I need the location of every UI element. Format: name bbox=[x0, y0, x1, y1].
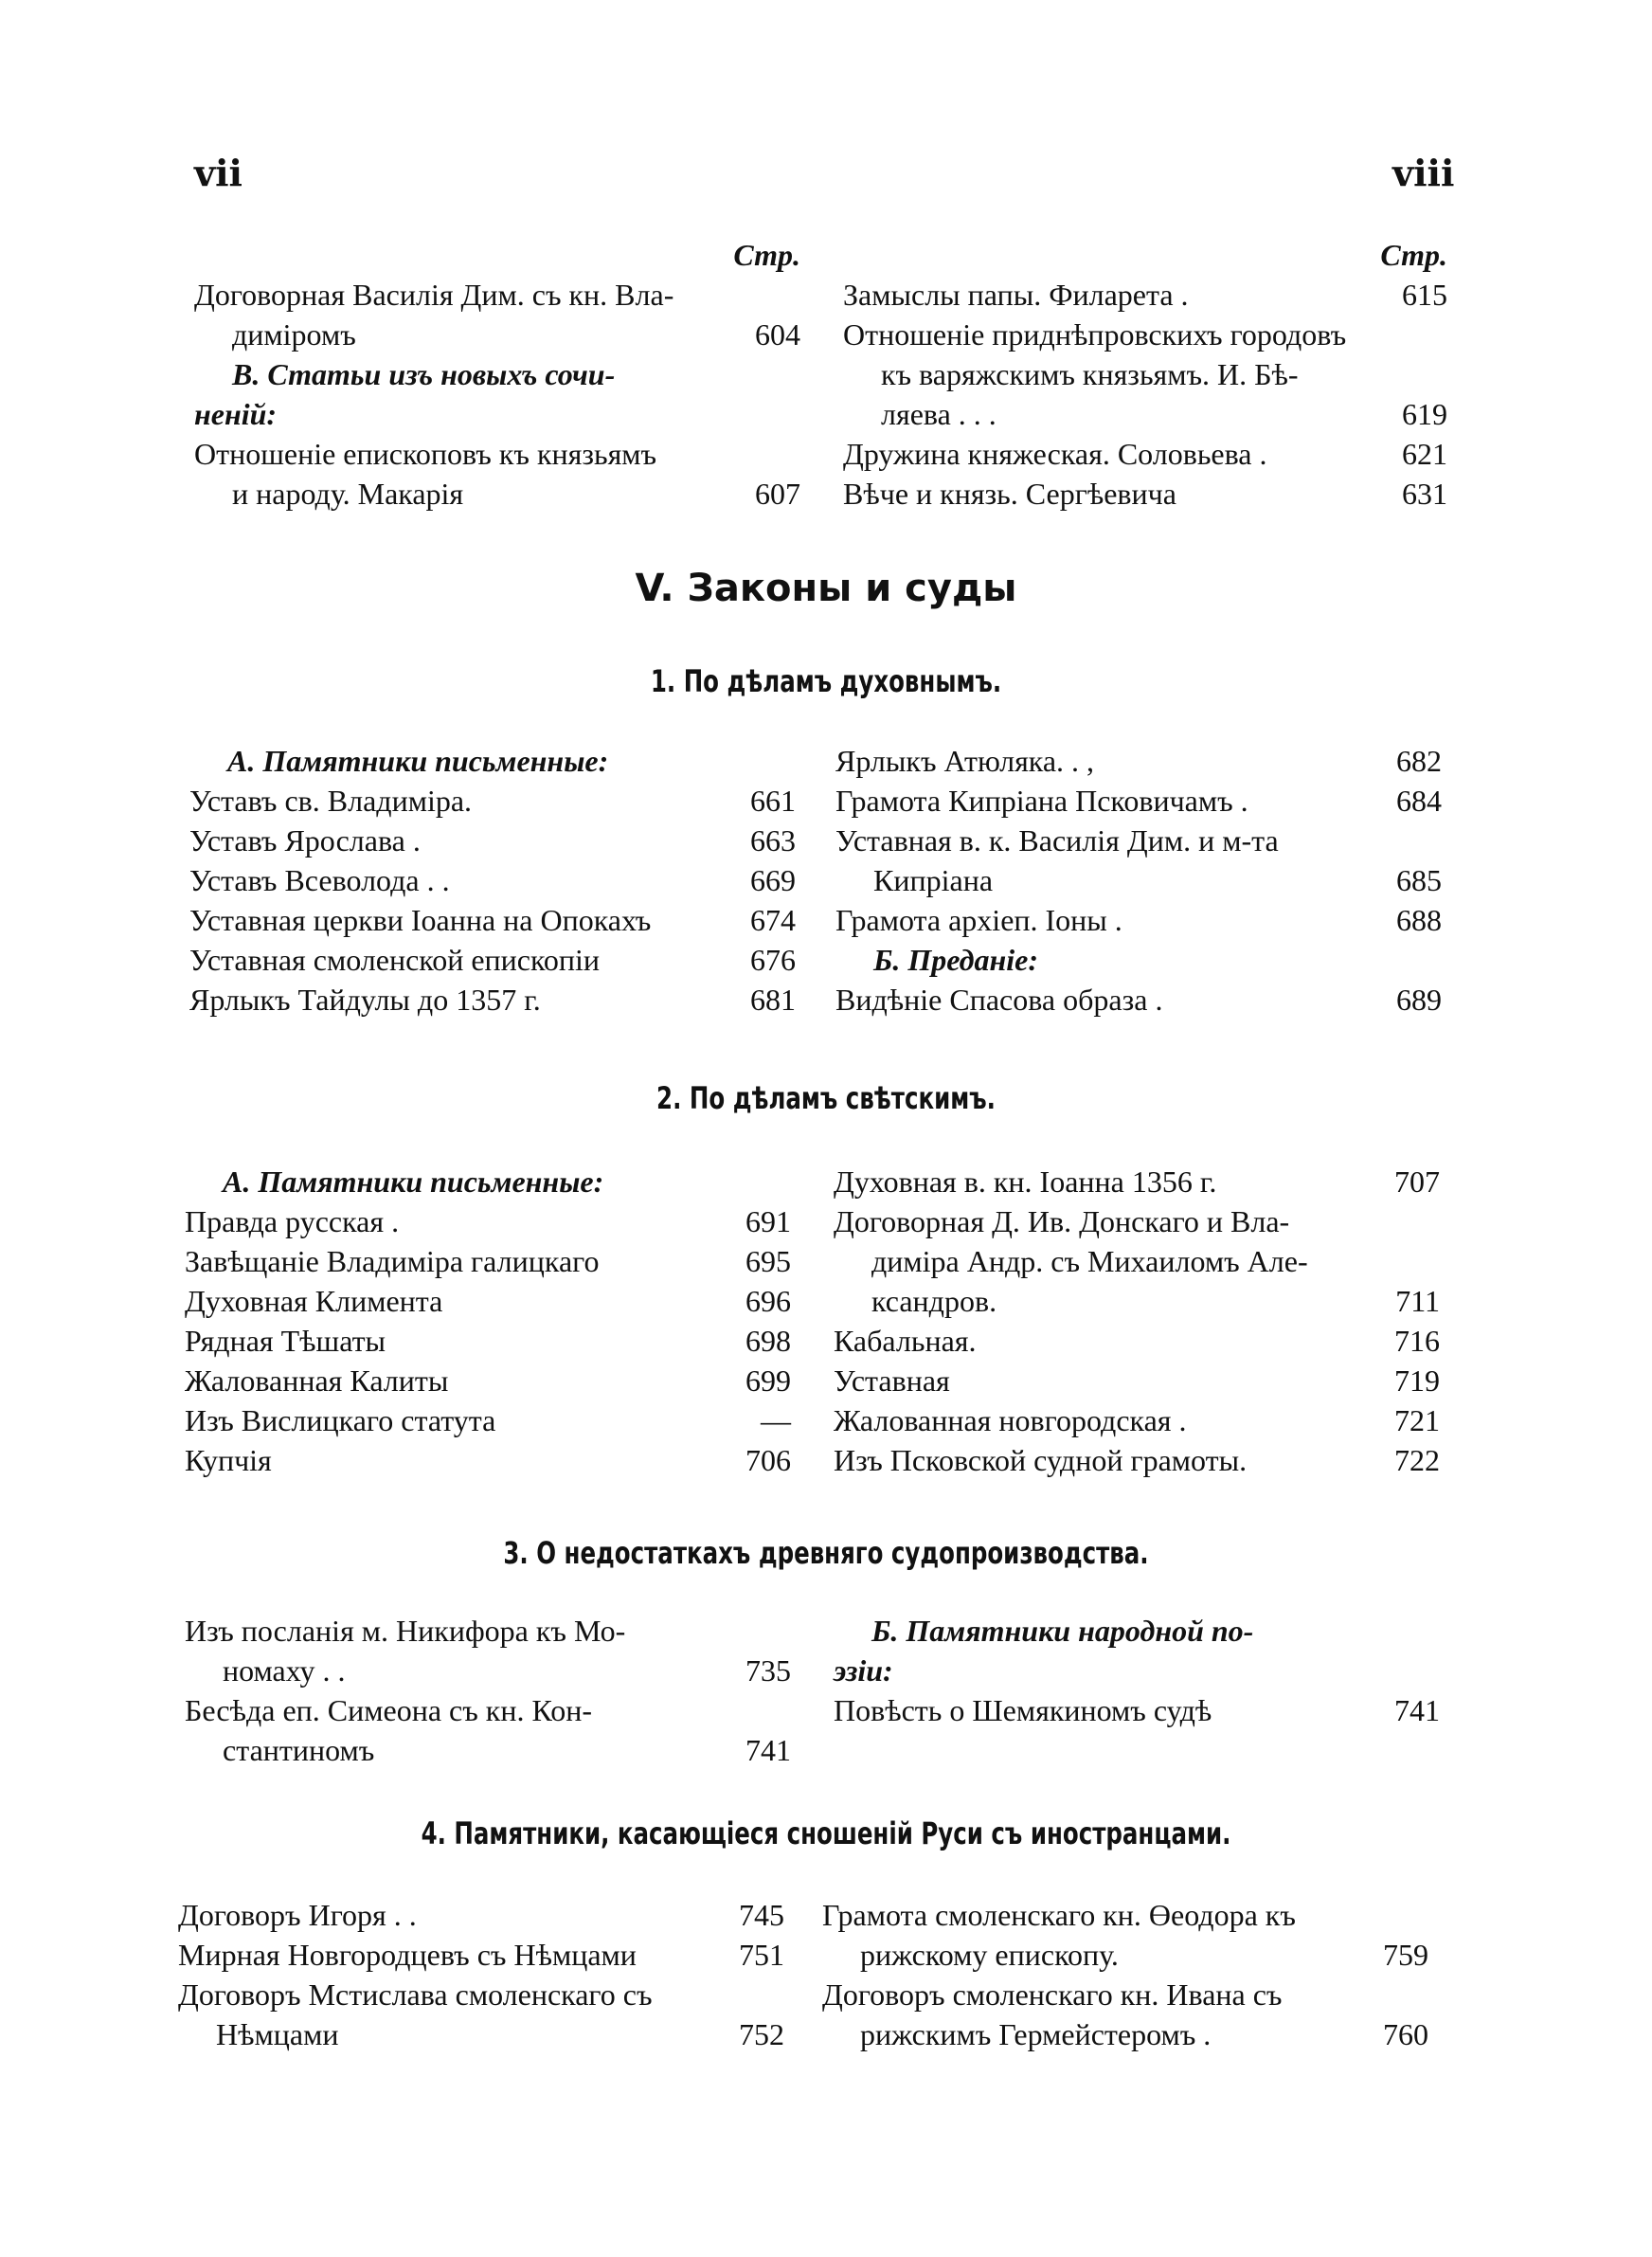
right-page-number: viii bbox=[1392, 152, 1455, 194]
entry-title: Кабальная. bbox=[834, 1324, 977, 1358]
entry-title: рижскимъ Гермейстеромъ . bbox=[860, 2017, 1212, 2051]
entry-title: Уставная bbox=[834, 1363, 950, 1398]
entry-title: Повѣсть о Шемякиномъ судѣ bbox=[834, 1693, 1212, 1727]
entry-title: неній: bbox=[194, 397, 278, 431]
toc-entry[interactable] bbox=[185, 1241, 791, 1281]
entry-page-number: 663 bbox=[750, 823, 796, 858]
toc-entry[interactable] bbox=[189, 860, 796, 900]
entry-title: Жалованная Калиты bbox=[185, 1363, 449, 1398]
toc-entry[interactable] bbox=[194, 434, 800, 474]
toc-entry[interactable] bbox=[189, 821, 796, 860]
entry-title: Уставная смоленской епископіи bbox=[189, 943, 601, 977]
entry-title: Ярлыкъ Тайдулы до 1357 г. bbox=[189, 983, 541, 1017]
str-label: Стр. bbox=[733, 238, 800, 272]
toc-entry[interactable] bbox=[178, 1975, 784, 2014]
entry-title: Видѣніе Спасова образа . bbox=[835, 983, 1163, 1017]
entry-page-number: 681 bbox=[750, 983, 796, 1017]
entry-title: Договорная Д. Ив. Донскаго и Вла- bbox=[834, 1204, 1290, 1238]
entry-title: эзіи: bbox=[834, 1653, 893, 1688]
entry-title: Купчія bbox=[185, 1443, 272, 1477]
entry-page-number: 685 bbox=[1396, 863, 1442, 897]
entry-title: Отношеніе приднѣпровскихъ городовъ bbox=[843, 317, 1347, 352]
entry-page-number: 688 bbox=[1396, 903, 1442, 937]
str-label: Стр. bbox=[1380, 238, 1447, 272]
entry-title: Б. Памятники народной по- bbox=[871, 1614, 1254, 1648]
entry-title: Жалованная новгородская . bbox=[834, 1403, 1187, 1437]
toc-entry[interactable] bbox=[822, 2014, 1428, 2054]
toc-entry[interactable] bbox=[185, 1440, 791, 1480]
entry-title: В. Статьи изъ новыхъ сочи- bbox=[232, 357, 616, 391]
entry-page-number: 604 bbox=[755, 317, 800, 352]
entry-title: Вѣче и князь. Сергѣевича bbox=[843, 477, 1176, 511]
toc-entry[interactable] bbox=[185, 1162, 791, 1201]
entry-title: Договоръ смоленскаго кн. Ивана съ bbox=[822, 1977, 1283, 2012]
entry-page-number: 751 bbox=[739, 1938, 784, 1972]
toc-entry[interactable] bbox=[835, 980, 1442, 1020]
toc-entry[interactable] bbox=[178, 2014, 784, 2054]
entry-title: Уставъ Всеволода . . bbox=[189, 863, 450, 897]
entry-title: Грамота Кипріана Псковичамъ . bbox=[835, 784, 1248, 818]
entry-title: диміра Андр. съ Михаиломъ Але- bbox=[871, 1244, 1308, 1278]
page-column-header bbox=[194, 235, 800, 275]
toc-entry[interactable] bbox=[185, 1730, 791, 1770]
toc-entry[interactable] bbox=[185, 1361, 791, 1400]
entry-title: Отношеніе епископовъ къ князьямъ bbox=[194, 437, 657, 471]
toc-entry[interactable] bbox=[178, 1895, 784, 1935]
entry-title: Уставная церкви Іоанна на Опокахъ bbox=[189, 903, 652, 937]
entry-title: ляева . . . bbox=[881, 397, 997, 431]
toc-entry[interactable] bbox=[843, 474, 1447, 514]
entry-title: Замыслы папы. Филарета . bbox=[843, 278, 1189, 312]
entry-page-number: 752 bbox=[739, 2017, 784, 2051]
entry-page-number: 689 bbox=[1396, 983, 1442, 1017]
entry-title: А. Памятники письменные: bbox=[227, 744, 609, 778]
entry-page-number: 695 bbox=[745, 1244, 791, 1278]
top-left-column bbox=[194, 235, 800, 514]
entry-page-number: 682 bbox=[1396, 744, 1442, 778]
entry-title: Нѣмцами bbox=[216, 2017, 339, 2051]
entry-page-number: 735 bbox=[745, 1653, 791, 1688]
toc-entry[interactable] bbox=[843, 275, 1447, 315]
entry-title: Дружина княжеская. Соловьева . bbox=[843, 437, 1267, 471]
toc-entry[interactable] bbox=[834, 1611, 1440, 1651]
entry-page-number: 741 bbox=[1394, 1693, 1440, 1727]
section-right-column bbox=[822, 1895, 1428, 2054]
toc-entry[interactable] bbox=[835, 900, 1442, 940]
section-right-column bbox=[835, 741, 1442, 1020]
page-column-header bbox=[843, 235, 1447, 275]
section-title: 2. По дѣламъ свѣтскимъ. bbox=[656, 1080, 996, 1116]
entry-title: Грамота архіеп. Іоны . bbox=[835, 903, 1122, 937]
toc-entry[interactable] bbox=[194, 394, 800, 434]
entry-title: Б. Преданіе: bbox=[873, 943, 1039, 977]
section-right-column bbox=[834, 1162, 1440, 1480]
entry-page-number: 696 bbox=[745, 1284, 791, 1318]
entry-title: Кипріана bbox=[873, 863, 994, 897]
entry-title: Завѣщаніе Владиміра галицкаго bbox=[185, 1244, 600, 1278]
section-title: 4. Памятники, касающіеся сношеній Руси съ иностранцами. bbox=[421, 1815, 1231, 1851]
entry-title: Договорная Василія Дим. съ кн. Вла- bbox=[194, 278, 674, 312]
entry-title: Изъ Псковской судной грамоты. bbox=[834, 1443, 1248, 1477]
entry-page-number: 684 bbox=[1396, 784, 1442, 818]
section-title: 3. О недостаткахъ древняго судопроизводства. bbox=[503, 1535, 1149, 1571]
toc-entry[interactable] bbox=[189, 980, 796, 1020]
toc-entry[interactable] bbox=[834, 1690, 1440, 1730]
toc-entry[interactable] bbox=[185, 1321, 791, 1361]
entry-page-number: 711 bbox=[1395, 1284, 1440, 1318]
entry-page-number: 707 bbox=[1394, 1165, 1440, 1199]
entry-page-number: 669 bbox=[750, 863, 796, 897]
entry-title: номаху . . bbox=[223, 1653, 346, 1688]
entry-title: ксандров. bbox=[871, 1284, 997, 1318]
entry-page-number: — bbox=[761, 1403, 791, 1437]
toc-entry[interactable] bbox=[834, 1651, 1440, 1690]
entry-page-number: 745 bbox=[739, 1898, 784, 1932]
toc-entry[interactable] bbox=[834, 1281, 1440, 1321]
entry-page-number: 621 bbox=[1402, 437, 1447, 471]
entry-title: Грамота смоленскаго кн. Өеодора къ bbox=[822, 1898, 1296, 1932]
entry-page-number: 631 bbox=[1402, 477, 1447, 511]
toc-entry[interactable] bbox=[834, 1321, 1440, 1361]
entry-page-number: 741 bbox=[745, 1733, 791, 1767]
entry-title: и народу. Макарія bbox=[232, 477, 464, 511]
toc-entry[interactable] bbox=[189, 781, 796, 821]
section-left-column bbox=[189, 741, 796, 1020]
toc-entry[interactable] bbox=[189, 940, 796, 980]
toc-entry[interactable] bbox=[843, 394, 1447, 434]
toc-entry[interactable] bbox=[843, 354, 1447, 394]
entry-page-number: 722 bbox=[1394, 1443, 1440, 1477]
entry-title: Рядная Тѣшаты bbox=[185, 1324, 386, 1358]
toc-entry[interactable] bbox=[185, 1400, 791, 1440]
entry-title: Уставъ Ярослава . bbox=[189, 823, 421, 858]
toc-entry[interactable] bbox=[835, 821, 1442, 860]
entry-page-number: 619 bbox=[1402, 397, 1447, 431]
toc-entry[interactable] bbox=[178, 1935, 784, 1975]
toc-entry[interactable] bbox=[835, 940, 1442, 980]
entry-title: Ярлыкъ Атюляка. . , bbox=[835, 744, 1095, 778]
entry-page-number: 706 bbox=[745, 1443, 791, 1477]
entry-title: Изъ посланія м. Никифора къ Мо- bbox=[185, 1614, 626, 1648]
toc-entry[interactable] bbox=[185, 1201, 791, 1241]
entry-title: Уставъ св. Владиміра. bbox=[189, 784, 473, 818]
entry-title: Договоръ Игоря . . bbox=[178, 1898, 417, 1932]
toc-entry[interactable] bbox=[185, 1611, 791, 1651]
toc-entry[interactable] bbox=[843, 315, 1447, 354]
toc-entry[interactable] bbox=[822, 1975, 1428, 2014]
entry-page-number: 716 bbox=[1394, 1324, 1440, 1358]
left-page-number: vii bbox=[194, 152, 242, 194]
section-title: 1. По дѣламъ духовнымъ. bbox=[650, 663, 1002, 699]
toc-entry[interactable] bbox=[194, 275, 800, 315]
toc-entry[interactable] bbox=[835, 781, 1442, 821]
entry-title: А. Памятники письменные: bbox=[223, 1165, 604, 1199]
toc-entry[interactable] bbox=[189, 900, 796, 940]
section-right-column bbox=[834, 1611, 1440, 1730]
entry-page-number: 719 bbox=[1394, 1363, 1440, 1398]
section-left-column bbox=[185, 1611, 791, 1770]
entry-title: Бесѣда еп. Симеона съ кн. Кон- bbox=[185, 1693, 592, 1727]
toc-entry[interactable] bbox=[822, 1935, 1428, 1975]
entry-page-number: 721 bbox=[1394, 1403, 1440, 1437]
entry-page-number: 676 bbox=[750, 943, 796, 977]
toc-entry[interactable] bbox=[843, 434, 1447, 474]
toc-entry[interactable] bbox=[822, 1895, 1428, 1935]
top-right-column bbox=[843, 235, 1447, 514]
entry-title: Уставная в. к. Василія Дим. и м-та bbox=[835, 823, 1279, 858]
entry-page-number: 691 bbox=[745, 1204, 791, 1238]
entry-page-number: 699 bbox=[745, 1363, 791, 1398]
toc-entry[interactable] bbox=[194, 315, 800, 354]
toc-entry[interactable] bbox=[834, 1162, 1440, 1201]
entry-title: рижскому епископу. bbox=[860, 1938, 1119, 1972]
entry-page-number: 698 bbox=[745, 1324, 791, 1358]
section-left-column bbox=[178, 1895, 784, 2054]
entry-title: Мирная Новгородцевъ съ Нѣмцами bbox=[178, 1938, 637, 1972]
entry-title: стантиномъ bbox=[223, 1733, 375, 1767]
toc-entry[interactable] bbox=[185, 1651, 791, 1690]
entry-page-number: 759 bbox=[1383, 1938, 1428, 1972]
entry-title: Духовная Климента bbox=[185, 1284, 443, 1318]
toc-entry[interactable] bbox=[185, 1281, 791, 1321]
toc-entry[interactable] bbox=[194, 474, 800, 514]
entry-title: диміромъ bbox=[232, 317, 356, 352]
entry-title: къ варяжскимъ князьямъ. И. Бѣ- bbox=[881, 357, 1299, 391]
toc-entry[interactable] bbox=[835, 741, 1442, 781]
toc-entry[interactable] bbox=[834, 1201, 1440, 1241]
toc-entry[interactable] bbox=[185, 1690, 791, 1730]
entry-page-number: 760 bbox=[1383, 2017, 1428, 2051]
toc-entry[interactable] bbox=[834, 1400, 1440, 1440]
toc-entry[interactable] bbox=[835, 860, 1442, 900]
entry-page-number: 607 bbox=[755, 477, 800, 511]
entry-title: Духовная в. кн. Іоанна 1356 г. bbox=[834, 1165, 1217, 1199]
toc-entry[interactable] bbox=[834, 1440, 1440, 1480]
entry-page-number: 615 bbox=[1402, 278, 1447, 312]
toc-entry[interactable] bbox=[189, 741, 796, 781]
toc-entry[interactable] bbox=[194, 354, 800, 394]
entry-page-number: 674 bbox=[750, 903, 796, 937]
section-left-column bbox=[185, 1162, 791, 1480]
part-title: V. Законы и суды bbox=[635, 567, 1017, 610]
entry-page-number: 661 bbox=[750, 784, 796, 818]
entry-title: Договоръ Мстислава смоленскаго съ bbox=[178, 1977, 653, 2012]
entry-title: Правда русская . bbox=[185, 1204, 400, 1238]
toc-entry[interactable] bbox=[834, 1241, 1440, 1281]
entry-title: Изъ Вислицкаго статута bbox=[185, 1403, 496, 1437]
toc-entry[interactable] bbox=[834, 1361, 1440, 1400]
